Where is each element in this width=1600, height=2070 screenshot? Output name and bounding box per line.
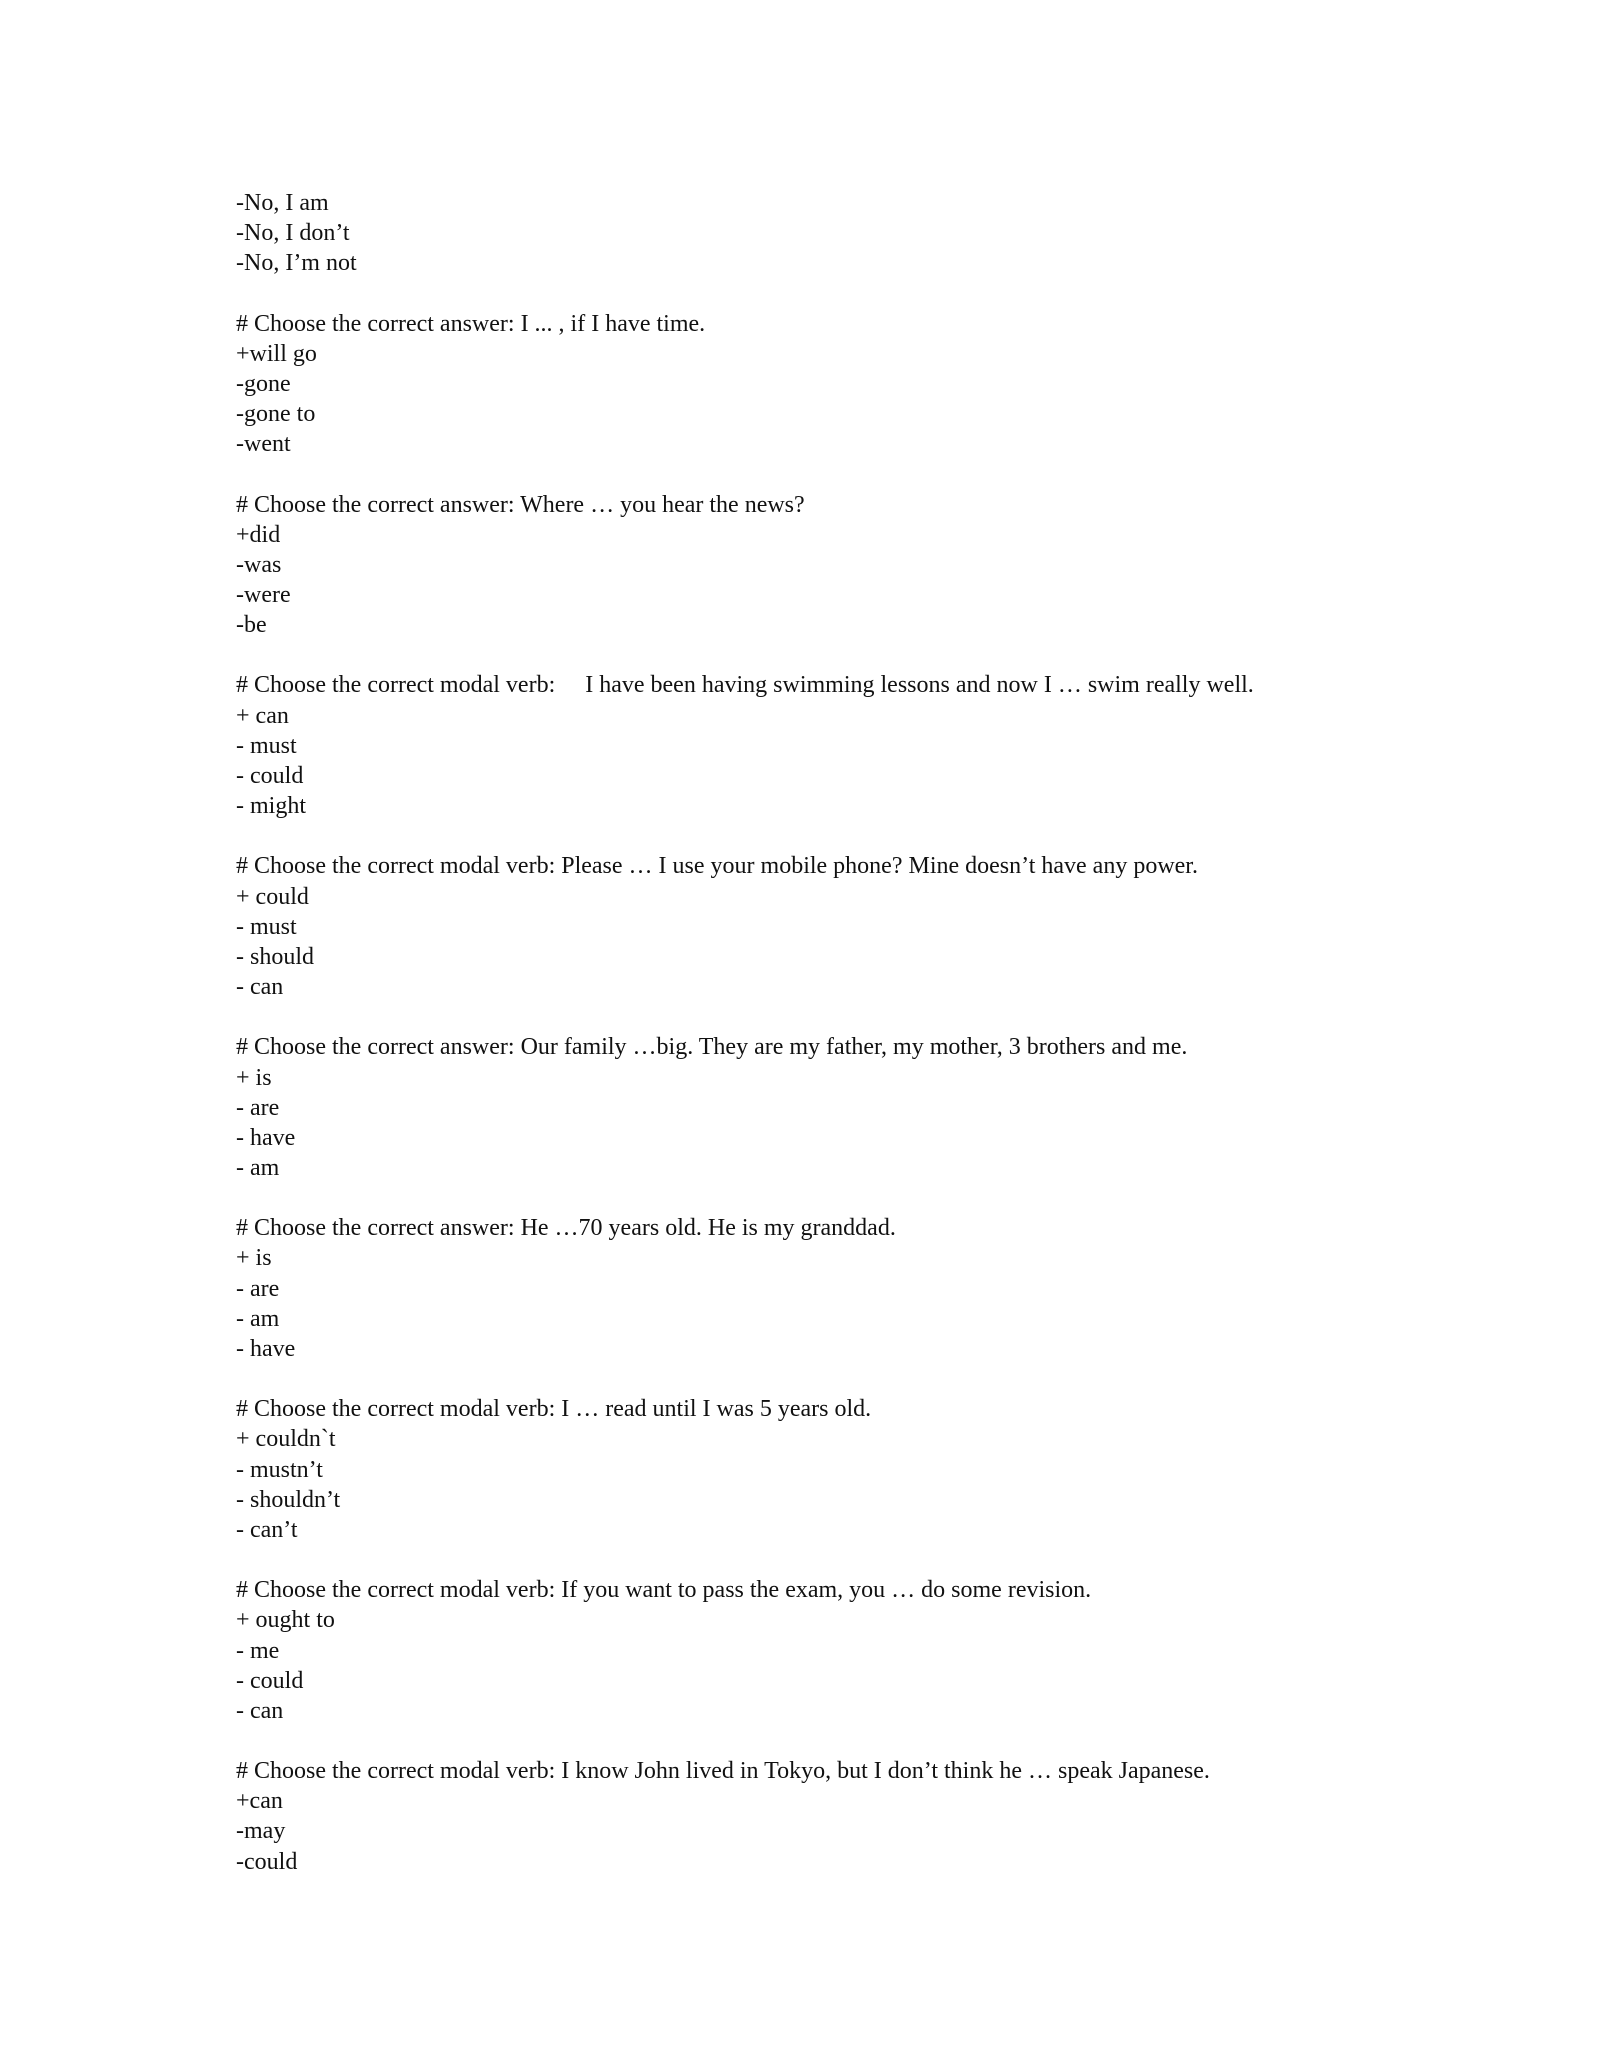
answer-option: + ought to [236, 1607, 335, 1634]
question-text: # Choose the correct modal verb: I know John lived in Tokyo, but I don’t think he … speak Japanese. [236, 1758, 1210, 1785]
question-text: # Choose the correct answer: Our family …big. They are my father, my mother, 3 brothers and me. [236, 1034, 1188, 1061]
answer-option: + couldn`t [236, 1426, 336, 1453]
answer-option: - am [236, 1155, 280, 1182]
answer-option: +did [236, 521, 281, 548]
answer-option: - can [236, 974, 284, 1001]
question-block [236, 670, 1416, 821]
answer-option: -gone to [236, 401, 316, 428]
answer-option: - can [236, 1697, 284, 1724]
answer-option: - can’t [236, 1516, 298, 1543]
answer-option: - should [236, 943, 314, 970]
answer-option: -were [236, 582, 291, 609]
question-block [236, 1032, 1416, 1183]
question-text: # Choose the correct modal verb: I have been having swimming lessons and now I … swim really well. [236, 672, 1254, 699]
answer-option: + can [236, 702, 289, 729]
answer-option: - might [236, 793, 306, 820]
question-block [236, 490, 1416, 641]
answer-option: -No, I am [236, 190, 329, 216]
answer-option: -could [236, 1848, 298, 1875]
question-block [236, 1575, 1416, 1726]
question-block [236, 851, 1416, 1002]
question-text: # Choose the correct modal verb: Please … I use your mobile phone? Mine doesn’t have any power. [236, 853, 1198, 880]
question-text: # Choose the correct modal verb: I … read until I was 5 years old. [236, 1396, 872, 1423]
answer-option: - are [236, 1094, 280, 1121]
answer-option: - are [236, 1275, 280, 1302]
answer-option: - have [236, 1124, 296, 1151]
answer-option: - shouldn’t [236, 1486, 341, 1513]
answer-option: -be [236, 612, 267, 639]
question-block [236, 1756, 1416, 1877]
answer-options-block [236, 188, 1416, 279]
question-block [236, 1213, 1416, 1364]
question-text: # Choose the correct modal verb: If you want to pass the exam, you … do some revision. [236, 1577, 1092, 1604]
answer-option: -may [236, 1818, 286, 1845]
answer-option: - must [236, 732, 297, 759]
answer-option: - could [236, 763, 304, 789]
answer-option: + could [236, 883, 309, 910]
answer-option: -went [236, 431, 291, 458]
question-text: # Choose the correct answer: Where … you hear the news? [236, 491, 805, 518]
question-text: # Choose the correct answer: He …70 years old. He is my granddad. [236, 1215, 896, 1242]
document-page [236, 188, 1416, 1907]
answer-option: - must [236, 913, 297, 940]
answer-option: + is [236, 1064, 272, 1091]
question-text: # Choose the correct answer: I ... , if I have time. [236, 310, 706, 337]
answer-option: -was [236, 551, 282, 578]
answer-option: - could [236, 1667, 304, 1694]
question-block [236, 1394, 1416, 1545]
answer-option: -gone [236, 370, 291, 397]
answer-option: +will go [236, 340, 317, 367]
answer-option: -No, I’m not [236, 250, 357, 277]
answer-option: + is [236, 1245, 272, 1272]
answer-option: - me [236, 1637, 280, 1664]
answer-option: - mustn’t [236, 1456, 323, 1483]
answer-option: - am [236, 1305, 280, 1332]
question-block [236, 309, 1416, 460]
answer-option: -No, I don’t [236, 220, 350, 247]
answer-option: - have [236, 1336, 296, 1362]
answer-option: +can [236, 1788, 283, 1815]
